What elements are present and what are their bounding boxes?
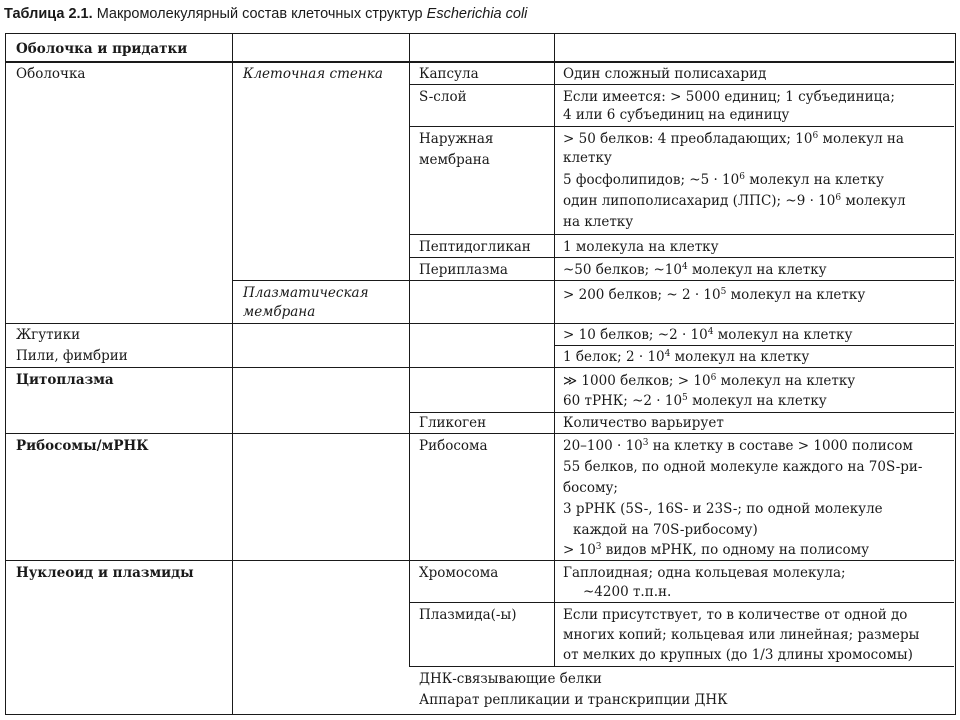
value-plasmid-3: от мелких до крупных (до 1/3 длины хромосомы) (563, 647, 913, 663)
value-text: молекул на клетку (687, 262, 827, 278)
exponent: 3 (642, 438, 649, 448)
value-text: на клетку в составе > 1000 полисом (648, 438, 913, 454)
value-plasmid-2: многих копий; кольцевая или линейная; размеры (563, 627, 920, 643)
label-glycogen: Гликоген (419, 415, 487, 431)
row-divider-slayer (409, 126, 954, 127)
exponent: 5 (720, 287, 727, 297)
value-outer-membrane-5: на клетку (563, 214, 634, 230)
value-ribosome-5: каждой на 70S-рибосому) (573, 522, 758, 538)
exponent: 4 (681, 262, 688, 272)
row-divider-pili (6, 367, 954, 368)
caption-species: Escherichia coli (426, 6, 528, 22)
value-text: 1 белок; 2 · 10 (563, 349, 665, 365)
value-ribosome-1 (563, 438, 913, 454)
label-peptidoglycan: Пептидогликан (419, 239, 531, 255)
header-envelope-appendages: Оболочка и придатки (16, 41, 188, 57)
label-dna-binding: ДНК-связывающие белки (419, 671, 602, 687)
label-capsule: Капсула (419, 66, 479, 82)
exponent: 6 (710, 373, 717, 383)
label-envelope: Оболочка (16, 66, 86, 82)
exponent: 6 (739, 172, 745, 182)
value-text: молекул на клетку (726, 287, 866, 303)
exponent: 5 (682, 393, 688, 403)
exponent: 6 (835, 193, 842, 203)
value-text: > 10 (563, 542, 596, 558)
row-divider-outer-membrane (409, 234, 954, 235)
value-s-layer-1: Если имеется: > 5000 единиц; 1 субъединица; (563, 89, 895, 105)
value-text: молекул на клетку (670, 349, 810, 365)
label-nucleoid: Нуклеоид и плазмиды (16, 565, 194, 581)
caption-label: Таблица 2.1. (4, 6, 93, 22)
row-divider-ribosomes (6, 560, 954, 561)
label-chromosome: Хромосома (419, 565, 499, 581)
value-capsule: Один сложный полисахарид (563, 66, 767, 82)
value-glycogen: Количество варьирует (563, 415, 724, 431)
row-divider-plasma-membrane (6, 323, 954, 324)
value-text: 5 фосфолипидов; ~5 · 10 (563, 172, 740, 188)
exponent: 3 (595, 542, 602, 552)
value-ribosome-3: босому; (563, 480, 618, 496)
value-peptidoglycan: 1 молекула на клетку (563, 239, 719, 255)
value-ribosome-6 (563, 542, 869, 558)
value-flagella (563, 327, 852, 343)
value-ribosome-4: 3 рРНК (5S-, 16S- и 23S-; по одной молекуле (563, 501, 883, 517)
table-caption (4, 6, 954, 22)
value-pili (563, 349, 809, 365)
row-divider-cytoplasm (6, 433, 954, 434)
value-outer-membrane-1 (563, 131, 904, 147)
exponent: 6 (812, 131, 819, 141)
value-text: > 200 белков; ~ 2 · 10 (563, 287, 721, 303)
value-text: ~50 белков; ~10 (563, 262, 682, 278)
value-cytoplasm-2 (563, 393, 827, 409)
value-chromosome-1: Гаплоидная; одна кольцевая молекула; (563, 565, 846, 581)
value-text: молекул на клетку (713, 327, 853, 343)
value-text: молекул на клетку (744, 172, 884, 188)
value-text: видов мРНК, по одному на полисому (601, 542, 870, 558)
label-ribosome: Рибосома (419, 438, 488, 454)
label-ribosomes: Рибосомы/мРНК (16, 438, 149, 454)
value-outer-membrane-4 (563, 193, 906, 209)
value-plasmid-1: Если присутствует, то в количестве от одной до (563, 607, 908, 623)
value-text: 20–100 · 10 (563, 438, 643, 454)
label-cell-wall: Клеточная стенка (243, 66, 383, 82)
row-divider-flagella (554, 345, 954, 346)
value-text: ≫ 1000 белков; > 10 (563, 373, 711, 389)
value-periplasm (563, 262, 827, 278)
label-outer-membrane-2: мембрана (419, 152, 490, 168)
row-divider-peptidoglycan (409, 257, 954, 258)
exponent: 4 (707, 327, 714, 337)
col-divider-2 (409, 34, 410, 666)
label-replication: Аппарат репликации и транскрипции ДНК (419, 692, 728, 708)
label-cytoplasm: Цитоплазма (16, 372, 114, 388)
label-outer-membrane-1: Наружная (419, 131, 494, 147)
value-plasma-membrane (563, 287, 865, 303)
row-divider-plasmid (409, 666, 954, 667)
value-cytoplasm-1 (563, 373, 855, 389)
value-outer-membrane-2: клетку (563, 150, 612, 166)
value-ribosome-2: 55 белков, по одной молекуле каждого на 70S-ри- (563, 459, 923, 475)
col-divider-1 (232, 34, 233, 714)
value-text: > 10 белков; ~2 · 10 (563, 327, 708, 343)
label-plasma-membrane-1: Плазматическая (243, 285, 369, 301)
composition-table (5, 33, 956, 715)
col-divider-3 (554, 34, 555, 666)
row-divider-glycogen-top (409, 412, 954, 413)
value-chromosome-2: ~4200 т.п.н. (583, 584, 672, 600)
value-outer-membrane-3 (563, 172, 884, 188)
label-plasma-membrane-2: мембрана (243, 304, 316, 320)
value-text: 60 тРНК; ~2 · 10 (563, 393, 683, 409)
value-text: молекул на клетку (687, 393, 827, 409)
value-text: молекул (841, 193, 906, 209)
label-periplasm: Периплазма (419, 262, 508, 278)
value-text: > 50 белков: 4 преобладающих; 10 (563, 131, 813, 147)
value-s-layer-2: 4 или 6 субъединиц на единицу (563, 107, 790, 123)
label-plasmid: Плазмида(-ы) (419, 607, 517, 623)
value-text: молекул на (818, 131, 904, 147)
row-divider-chromosome (409, 602, 954, 603)
exponent: 4 (664, 349, 671, 359)
value-text: один липополисахарид (ЛПС); ~9 · 10 (563, 193, 836, 209)
row-divider-periplasm (232, 280, 954, 281)
label-pili: Пили, фимбрии (16, 348, 128, 364)
value-text: молекул на клетку (716, 373, 856, 389)
label-s-layer: S-слой (419, 89, 467, 105)
row-divider-capsule (409, 84, 954, 85)
caption-text: Макромолекулярный состав клеточных структур (96, 6, 423, 22)
row-divider-header (6, 61, 954, 63)
label-flagella: Жгутики (16, 327, 81, 343)
